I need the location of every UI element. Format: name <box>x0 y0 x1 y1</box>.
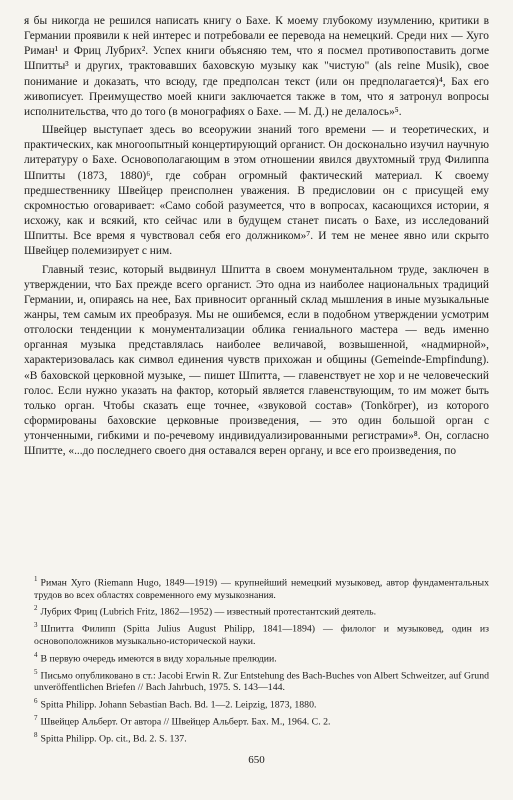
footnote-4 <box>24 649 489 666</box>
footnote-8 <box>24 729 489 746</box>
paragraph-2: Швейцер выступает здесь во всеоружии знаний того времени — и теоретических, и практических, как многоопытный концертирующий органист. Он досконально изучил научную литературу о Бахе. Основополагающим в этом отношении явился двухтомный труд Филиппа Шпитты (1873, 1880)⁶, где собран огромный фактический материал. К своему предшественнику Швейцер преисполнен уважения. В предисловии он с присущей ему скромностью оговаривает: «Само собой разумеется, что в вопросах, касающихся истории, я исхожу, как и всякий, кто сейчас или в будущем станет писать о Бахе, из исследований Шпитты. Все время я чувствовал себя его должником»⁷. И тем не менее явно или скрыто Швейцер полемизирует с ним. <box>24 124 489 258</box>
footnote-number: 1 <box>34 575 38 583</box>
footnote-1 <box>24 573 489 602</box>
footnote-5 <box>24 666 489 695</box>
footnotes <box>24 573 489 746</box>
footnote-6 <box>24 695 489 712</box>
footnote-text: В первую очередь имеются в виду хоральные прелюдии. <box>40 653 277 665</box>
main-text <box>24 14 489 460</box>
footnote-text: Риман Хуго (Riemann Hugo, 1849—1919) — крупнейший немецкий музыковед, автор фундаментальных трудов во всех областях современного ему музыкознания. <box>34 577 489 601</box>
footnote-text: Лубрих Фриц (Lubrich Fritz, 1862—1952) — известный протестантский деятель. <box>40 606 377 618</box>
footnote-text: Швейцер Альберт. От автора // Швейцер Альберт. Бах. М., 1964. С. 2. <box>40 716 331 728</box>
footnote-2 <box>24 602 489 619</box>
footnote-text: Spitta Philipp. Johann Sebastian Bach. Bd. 1—2. Leipzig, 1873, 1880. <box>40 699 317 711</box>
footnote-number: 8 <box>34 730 38 739</box>
footnote-text: Spitta Philipp. Op. cit., Bd. 2. S. 137. <box>40 733 187 745</box>
paragraph-1: я бы никогда не решился написать книгу о Бахе. К моему глубокому изумлению, критики в Германии проявили к ней интерес и потребовали ее перевода на немецкий. Среди них — Хуго Риман¹ и Фриц Лубрих². Успех книги объясняю тем, что я посмел противопоставить догме Шпитты³ и других, трактовавших баховскую музыку как "чистую" (als reine Musik), свое понимание и доказать, что всюду, где предполсан текст (или он предполагается)⁴, Бах его живописует. Преимущество моей книги заключается также в том, что я затронул вопросы исполнительства, что до того (в монографиях о Бахе. — М. Д.) не делалось»⁵. <box>24 15 489 118</box>
footnote-text: Шпитта Филипп (Spitta Julius August Philipp, 1841—1894) — филолог и музыковед, один из основоположников музыкально-исторической науки. <box>34 623 489 648</box>
footnote-text: Письмо опубликовано в ст.: Jacobi Erwin R. Zur Entstehung des Bach-Buches von Albert Schweitzer, auf Grund unveröffentlichen Briefen // Bach Jahrbuch, 1975. S. 143—144. <box>34 669 489 694</box>
footnote-7 <box>24 712 489 729</box>
footnote-number: 5 <box>34 667 38 676</box>
paragraph-3: Главный тезис, который выдвинул Шпитта в своем монументальном труде, заключен в утверждении, что Бах прежде всего органист. Это одна из наиболее национальных традиций Германии, и, опираясь на нее, Бах привносит органный склад мышления в иные музыкальные жанры, тем самым их преобразуя. Мы не ошибемся, если в подобном утверждении усмотрим отголоски тенденции к монументализации облика гениального мастера — ведь именно органная музыка представлялась наиболее величавой, возвышенной, «надмирной», характеризовалась как символ единения чувств прихожан и общины (Gemeinde-Empfindung). «В баховской церковной музыке, — пишет Шпитта, — главенствует не хор и не человеческий голос. Если нужно указать на фактор, который является главенствующим, то им может быть только орган. Чтобы сказать еще точнее, «звуковой состав» (Tonkörper), из которого сформированы баховские церковные произведения, — это один большой орган с утонченными, гибкими и по-речевому индивидуализированными регистрами»⁸. Он, согласно Шпитте, «...до последнего своего дня оставался верен органу, и все его произведения, по <box>24 263 489 458</box>
footnote-number: 2 <box>34 604 38 613</box>
footnote-number: 4 <box>34 650 38 659</box>
footnote-number: 7 <box>34 713 38 722</box>
footnote-number: 6 <box>34 697 38 706</box>
footnote-3 <box>24 619 489 648</box>
footnote-number: 3 <box>34 621 38 630</box>
page-number: 650 <box>248 754 265 766</box>
